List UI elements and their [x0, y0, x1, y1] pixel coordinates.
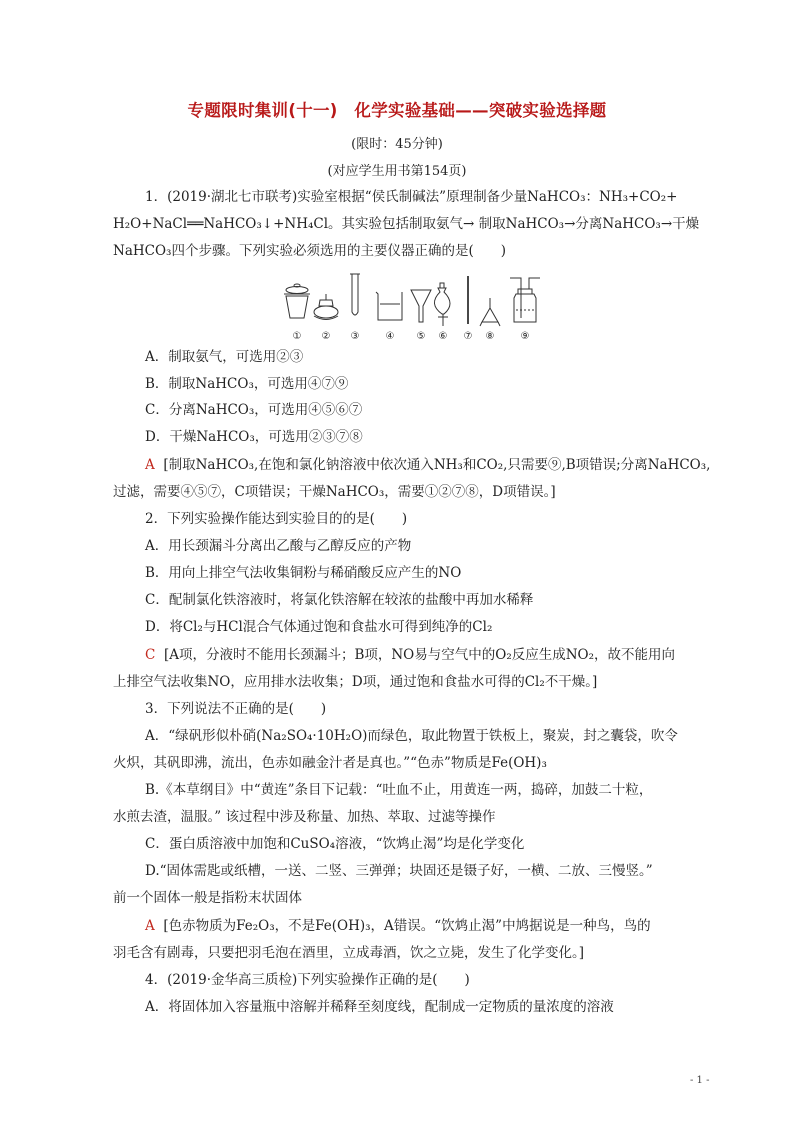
- gas-washing-bottle-icon: [510, 278, 540, 322]
- figure-label-9: ⑨: [520, 331, 530, 342]
- figure-label-8: ⑧: [485, 331, 495, 342]
- q1-option-d: D．干燥NaHCO₃，可选用②③⑦⑧: [145, 429, 363, 445]
- tripod-icon: [480, 298, 500, 326]
- q1-option-b: B．制取NaHCO₃，可选用④⑦⑨: [145, 376, 349, 392]
- figure-label-3: ③: [350, 331, 360, 342]
- apparatus-figure: [278, 270, 558, 342]
- figure-label-7: ⑦: [463, 331, 473, 342]
- q3-option-d-line-1: D.“固体需匙或纸槽，一送、二竖、三弹弹；块固还是镊子好，一横、二放、三慢竖。”: [145, 863, 653, 879]
- q2-answer-line-2: 上排空气法收集NO，应用排水法收集；D项，通过饱和食盐水可得的Cl₂不干燥。]: [113, 674, 598, 690]
- q2-option-c: C．配制氯化铁溶液时，将氯化铁溶解在较浓的盐酸中再加水稀释: [145, 592, 534, 608]
- q2-stem: 2．下列实验操作能达到实验目的的是( ): [145, 511, 408, 527]
- figure-label-5: ⑤: [416, 331, 426, 342]
- q2-option-b: B．用向上排空气法收集铜粉与稀硝酸反应产生的NO: [145, 565, 462, 581]
- q1-stem-line-1: 1．(2019·湖北七市联考)实验室根据“侯氏制碱法”原理制备少量NaHCO₃：NH₃+CO₂+: [145, 189, 678, 205]
- test-tube-icon: [350, 274, 360, 315]
- figure-label-4: ④: [385, 331, 395, 342]
- q1-answer-text-1: [制取NaHCO₃,在饱和氯化钠溶液中依次通入NH₃和CO₂,只需要⑨,B项错误;分离NaHCO₃,: [163, 457, 711, 473]
- q3-answer-letter: A: [145, 918, 155, 934]
- q3-stem: 3．下列说法不正确的是( ): [145, 701, 327, 717]
- beaker-icon: [376, 292, 402, 320]
- q3-option-a-line-1: A．“绿矾形似朴硝(Na₂SO₄·10H₂O)而绿色，取此物置于铁板上，聚炭，封之囊袋，吹令: [145, 728, 678, 744]
- q4-stem: 4．(2019·金华高三质检)下列实验操作正确的是( ): [145, 972, 470, 988]
- q2-answer-letter: C: [145, 647, 156, 663]
- q2-answer-line-1: [145, 646, 675, 664]
- q3-option-a-line-2: 火炽，其矾即沸，流出，色赤如融金汁者是真也。”“色赤”物质是Fe(OH)₃: [113, 755, 547, 771]
- time-limit: (限时：45分钟): [351, 137, 443, 152]
- q3-option-d-line-2: 前一个固体一般是指粉末状固体: [113, 890, 302, 906]
- q3-answer-line-2: 羽毛含有剧毒，只要把羽毛泡在酒里，立成毒酒，饮之立毙，发生了化学变化。]: [113, 945, 585, 961]
- q2-option-a: A．用长颈漏斗分离出乙酸与乙醇反应的产物: [145, 538, 412, 554]
- q1-option-c: C．分离NaHCO₃，可选用④⑤⑥⑦: [145, 402, 363, 418]
- q1-stem-line-2: H₂O+NaCl══NaHCO₃↓+NH₄Cl。其实验包括制取氨气→ 制取NaHCO₃→分离NaHCO₃→干燥: [113, 216, 700, 232]
- q1-option-a: A．制取氨气，可选用②③: [145, 349, 304, 365]
- funnel-icon: [411, 290, 431, 322]
- q3-option-b-line-2: 水煎去渣，温服。” 该过程中涉及称量、加热、萃取、过滤等操作: [113, 809, 496, 825]
- separatory-funnel-icon: [434, 283, 450, 326]
- q1-answer-line-2: 过滤，需要④⑤⑦，C项错误；干燥NaHCO₃，需要①②⑦⑧，D项错误。]: [113, 484, 556, 500]
- q1-stem-line-3: NaHCO₃四个步骤。下列实验必须选用的主要仪器正确的是( ): [113, 243, 506, 259]
- q2-answer-text-1: [A项，分液时不能用长颈漏斗；B项，NO易与空气中的O₂反应生成NO₂，故不能用向: [163, 647, 676, 663]
- page-title: 专题限时集训(十一) 化学实验基础——突破实验选择题: [187, 101, 607, 120]
- q2-option-d: D．将Cl₂与HCl混合气体通过饱和食盐水可得到纯净的Cl₂: [145, 619, 493, 635]
- figure-label-1: ①: [292, 331, 302, 342]
- q1-answer-line-1: [145, 456, 710, 474]
- page-number: - 1 -: [690, 1075, 710, 1086]
- q3-option-c: C．蛋白质溶液中加饱和CuSO₄溶液，“饮鸩止渴”均是化学变化: [145, 836, 525, 852]
- q1-answer-letter: A: [145, 457, 155, 473]
- book-reference: (对应学生用书第154页): [327, 164, 467, 179]
- q3-option-b-line-1: B.《本草纲目》中“黄连”条目下记载：“吐血不止，用黄连一两，捣碎，加鼓二十粒，: [145, 782, 653, 798]
- figure-label-6: ⑥: [438, 331, 448, 342]
- q3-answer-text-1: [色赤物质为Fe₂O₃，不是Fe(OH)₃，A错误。“饮鸩止渴”中鸠据说是一种鸟，鸟的: [163, 918, 651, 934]
- alcohol-lamp-icon: [314, 294, 338, 320]
- figure-label-2: ②: [321, 331, 331, 342]
- crucible-icon: [284, 284, 310, 318]
- q3-answer-line-1: [145, 917, 651, 935]
- q4-option-a: A．将固体加入容量瓶中溶解并稀释至刻度线，配制成一定物质的量浓度的溶液: [145, 999, 614, 1015]
